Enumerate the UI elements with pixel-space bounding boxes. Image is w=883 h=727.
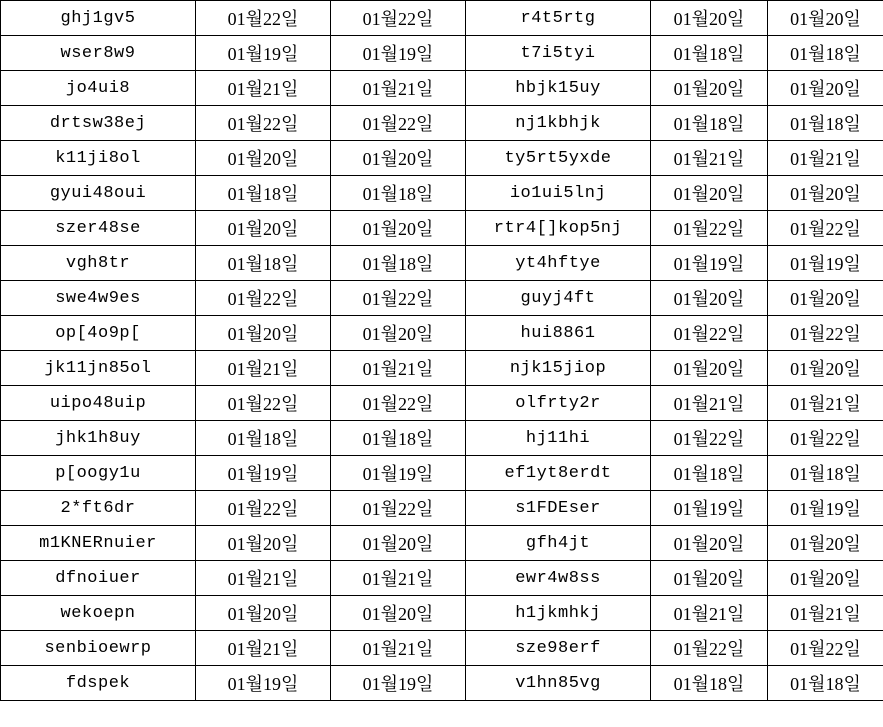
table-cell-date_a1: 01월20일 — [196, 316, 331, 351]
table-body — [1, 1, 883, 701]
table-cell-date_a2: 01월18일 — [331, 421, 466, 456]
table-row — [1, 141, 883, 176]
table-cell-code_a: senbioewrp — [1, 631, 196, 666]
table-cell-code_a: swe4w9es — [1, 281, 196, 316]
table-cell-code_a: jo4ui8 — [1, 71, 196, 106]
table-cell-date_a2: 01월21일 — [331, 631, 466, 666]
table-cell-date_b2: 01월20일 — [768, 351, 883, 386]
table-cell-date_b2: 01월19일 — [768, 491, 883, 526]
table-cell-code_b: yt4hftye — [466, 246, 651, 281]
table-cell-date_a1: 01월21일 — [196, 631, 331, 666]
table-cell-date_a2: 01월21일 — [331, 561, 466, 596]
table-cell-code_a: op[4o9p[ — [1, 316, 196, 351]
table-cell-date_b1: 01월20일 — [651, 351, 768, 386]
table-cell-code_a: k11ji8ol — [1, 141, 196, 176]
table-row — [1, 666, 883, 701]
table-cell-date_b2: 01월22일 — [768, 316, 883, 351]
table-cell-code_a: wser8w9 — [1, 36, 196, 71]
table-cell-code_b: guyj4ft — [466, 281, 651, 316]
table-cell-date_a2: 01월19일 — [331, 456, 466, 491]
table-cell-date_b1: 01월19일 — [651, 246, 768, 281]
table-cell-date_a2: 01월20일 — [331, 141, 466, 176]
table-cell-date_a1: 01월18일 — [196, 246, 331, 281]
table-cell-date_a2: 01월22일 — [331, 106, 466, 141]
table-cell-date_a2: 01월21일 — [331, 71, 466, 106]
table-cell-date_b2: 01월22일 — [768, 631, 883, 666]
table-cell-code_b: hj11hi — [466, 421, 651, 456]
table-cell-date_a1: 01월19일 — [196, 666, 331, 701]
table-row — [1, 561, 883, 596]
table-cell-date_a1: 01월20일 — [196, 141, 331, 176]
table-cell-date_a2: 01월20일 — [331, 316, 466, 351]
table-cell-date_a1: 01월21일 — [196, 351, 331, 386]
table-row — [1, 491, 883, 526]
table-cell-date_a2: 01월20일 — [331, 211, 466, 246]
table-cell-code_b: olfrty2r — [466, 386, 651, 421]
table-row — [1, 36, 883, 71]
table-cell-code_b: rtr4[]kop5nj — [466, 211, 651, 246]
table-cell-date_b1: 01월22일 — [651, 631, 768, 666]
table-cell-date_b2: 01월20일 — [768, 526, 883, 561]
table-cell-date_a2: 01월21일 — [331, 351, 466, 386]
table-cell-code_a: dfnoiuer — [1, 561, 196, 596]
table-cell-date_a2: 01월20일 — [331, 596, 466, 631]
table-cell-code_b: ty5rt5yxde — [466, 141, 651, 176]
table-cell-date_b1: 01월18일 — [651, 666, 768, 701]
table-row — [1, 526, 883, 561]
table-cell-date_b2: 01월21일 — [768, 596, 883, 631]
table-cell-date_a2: 01월22일 — [331, 491, 466, 526]
table-cell-code_b: njk15jiop — [466, 351, 651, 386]
table-cell-code_b: ef1yt8erdt — [466, 456, 651, 491]
table-cell-code_b: ewr4w8ss — [466, 561, 651, 596]
table-cell-date_b2: 01월21일 — [768, 386, 883, 421]
table-cell-code_a: m1KNERnuier — [1, 526, 196, 561]
table-cell-date_b1: 01월22일 — [651, 316, 768, 351]
table-cell-code_a: drtsw38ej — [1, 106, 196, 141]
table-cell-date_a2: 01월20일 — [331, 526, 466, 561]
table-cell-code_b: s1FDEser — [466, 491, 651, 526]
table-cell-code_b: io1ui5lnj — [466, 176, 651, 211]
table-cell-date_b1: 01월18일 — [651, 36, 768, 71]
table-cell-date_b2: 01월20일 — [768, 71, 883, 106]
table-cell-date_b1: 01월20일 — [651, 281, 768, 316]
table-cell-date_a2: 01월22일 — [331, 281, 466, 316]
table-cell-code_a: fdspek — [1, 666, 196, 701]
table-row — [1, 246, 883, 281]
table-cell-code_a: jk11jn85ol — [1, 351, 196, 386]
table-cell-date_b2: 01월22일 — [768, 421, 883, 456]
table-cell-date_b2: 01월21일 — [768, 141, 883, 176]
table-cell-code_b: r4t5rtg — [466, 1, 651, 36]
table-cell-date_b1: 01월20일 — [651, 1, 768, 36]
table-cell-date_a1: 01월22일 — [196, 106, 331, 141]
table-cell-date_a1: 01월19일 — [196, 456, 331, 491]
table-cell-date_b2: 01월20일 — [768, 561, 883, 596]
table-row — [1, 1, 883, 36]
table-cell-date_b2: 01월20일 — [768, 1, 883, 36]
table-cell-date_b2: 01월18일 — [768, 106, 883, 141]
table-cell-code_b: v1hn85vg — [466, 666, 651, 701]
table-cell-code_a: uipo48uip — [1, 386, 196, 421]
table-cell-code_a: gyui48oui — [1, 176, 196, 211]
table-cell-code_a: wekoepn — [1, 596, 196, 631]
table-cell-date_b1: 01월21일 — [651, 141, 768, 176]
table-row — [1, 351, 883, 386]
table-cell-date_b2: 01월18일 — [768, 666, 883, 701]
table-cell-code_b: gfh4jt — [466, 526, 651, 561]
table-row — [1, 106, 883, 141]
table-cell-date_a1: 01월22일 — [196, 281, 331, 316]
table-cell-code_b: h1jkmhkj — [466, 596, 651, 631]
table-cell-date_a1: 01월20일 — [196, 596, 331, 631]
table-cell-date_b1: 01월18일 — [651, 456, 768, 491]
table-cell-date_b1: 01월20일 — [651, 561, 768, 596]
table-cell-code_a: p[oogy1u — [1, 456, 196, 491]
table-cell-date_a1: 01월20일 — [196, 211, 331, 246]
table-row — [1, 316, 883, 351]
table-cell-date_b1: 01월21일 — [651, 386, 768, 421]
table-cell-date_a2: 01월18일 — [331, 176, 466, 211]
table-row — [1, 456, 883, 491]
table-row — [1, 631, 883, 666]
table-cell-code_a: 2*ft6dr — [1, 491, 196, 526]
table-cell-code_a: vgh8tr — [1, 246, 196, 281]
table-row — [1, 211, 883, 246]
table-cell-code_b: hui8861 — [466, 316, 651, 351]
table-cell-code_a: jhk1h8uy — [1, 421, 196, 456]
table-cell-date_a1: 01월18일 — [196, 421, 331, 456]
table-cell-code_b: sze98erf — [466, 631, 651, 666]
table-cell-date_b2: 01월22일 — [768, 211, 883, 246]
table-row — [1, 596, 883, 631]
table-cell-date_b1: 01월22일 — [651, 211, 768, 246]
table-cell-date_a1: 01월19일 — [196, 36, 331, 71]
table-row — [1, 71, 883, 106]
table-cell-date_a2: 01월18일 — [331, 246, 466, 281]
table-cell-code_b: t7i5tyi — [466, 36, 651, 71]
table-cell-code_b: hbjk15uy — [466, 71, 651, 106]
table-cell-date_a1: 01월22일 — [196, 386, 331, 421]
table-cell-date_a1: 01월21일 — [196, 71, 331, 106]
table-cell-date_b2: 01월18일 — [768, 456, 883, 491]
table-cell-date_a1: 01월20일 — [196, 526, 331, 561]
table-cell-date_b2: 01월18일 — [768, 36, 883, 71]
table-cell-date_a1: 01월18일 — [196, 176, 331, 211]
table-cell-date_a2: 01월19일 — [331, 36, 466, 71]
table-row — [1, 421, 883, 456]
table-cell-date_b1: 01월22일 — [651, 421, 768, 456]
table-cell-date_a2: 01월19일 — [331, 666, 466, 701]
table-cell-code_a: ghj1gv5 — [1, 1, 196, 36]
table-cell-date_b1: 01월21일 — [651, 596, 768, 631]
table-cell-date_b1: 01월18일 — [651, 106, 768, 141]
table-cell-date_a2: 01월22일 — [331, 1, 466, 36]
table-cell-date_b1: 01월20일 — [651, 526, 768, 561]
table-row — [1, 281, 883, 316]
table-cell-date_a2: 01월22일 — [331, 386, 466, 421]
table-cell-date_b2: 01월19일 — [768, 246, 883, 281]
table-cell-code_a: szer48se — [1, 211, 196, 246]
table-cell-date_a1: 01월22일 — [196, 1, 331, 36]
table-cell-date_b1: 01월20일 — [651, 71, 768, 106]
table-cell-date_a1: 01월21일 — [196, 561, 331, 596]
table-cell-date_b1: 01월20일 — [651, 176, 768, 211]
table-cell-date_b1: 01월19일 — [651, 491, 768, 526]
table-cell-date_b2: 01월20일 — [768, 281, 883, 316]
table-row — [1, 386, 883, 421]
table-cell-code_b: nj1kbhjk — [466, 106, 651, 141]
table-cell-date_a1: 01월22일 — [196, 491, 331, 526]
table-row — [1, 176, 883, 211]
table-cell-date_b2: 01월20일 — [768, 176, 883, 211]
